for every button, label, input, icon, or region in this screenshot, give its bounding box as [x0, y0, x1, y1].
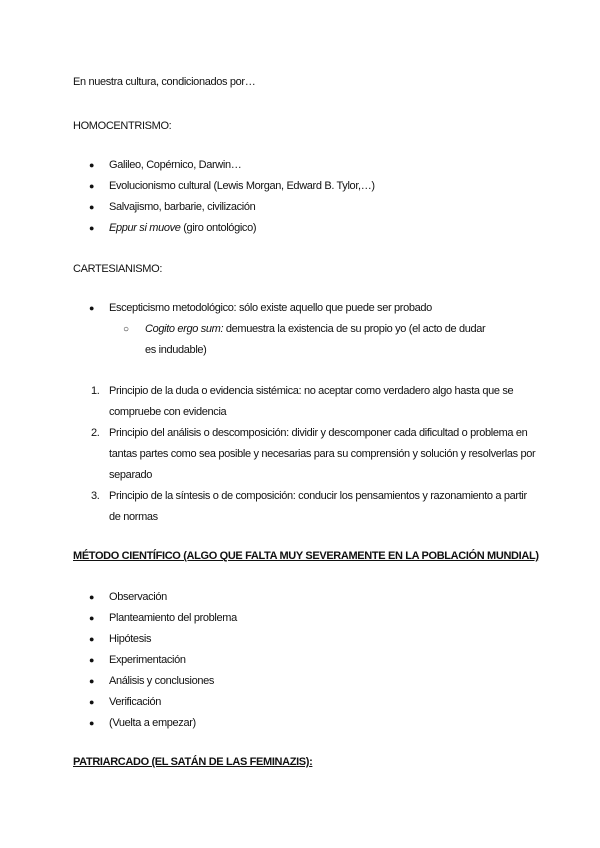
list-item-text: Hipótesis	[109, 633, 152, 645]
bullet-icon: ●	[89, 223, 95, 233]
list-item-text: (giro ontológico)	[180, 222, 257, 234]
patriarcado-heading: PATRIARCADO (EL SATÁN DE LAS FEMINAZIS):	[73, 756, 313, 768]
list-item	[73, 155, 375, 176]
cartesianismo-heading: CARTESIANISMO:	[73, 263, 163, 275]
list-item-text: (Vuelta a empezar)	[109, 717, 196, 729]
item-number: 1.	[91, 385, 100, 397]
list-item	[73, 629, 237, 650]
list-item	[73, 197, 375, 218]
list-item-text: Observación	[109, 591, 167, 603]
bullet-icon: ●	[89, 655, 95, 665]
list-item	[73, 713, 237, 734]
intro-text: En nuestra cultura, condicionados por…	[73, 76, 256, 88]
item-number: 2.	[91, 427, 100, 439]
bullet-icon: ●	[89, 181, 95, 191]
bullet-icon: ●	[89, 676, 95, 686]
cartesianismo-list	[73, 298, 432, 319]
list-item-text: Planteamiento del problema	[109, 612, 237, 624]
list-item	[73, 650, 237, 671]
numbered-item	[73, 486, 539, 528]
list-item-text: Salvajismo, barbarie, civilización	[109, 201, 256, 213]
sub-list-item-text: demuestra la existencia de su propio yo (el acto de dudar es indudable)	[145, 323, 486, 356]
list-item-text: Experimentación	[109, 654, 186, 666]
list-item-text: Análisis y conclusiones	[109, 675, 215, 687]
homocentrismo-heading: HOMOCENTRISMO:	[73, 120, 172, 132]
circle-bullet-icon: ○	[123, 324, 129, 335]
numbered-item	[73, 381, 539, 423]
bullet-icon: ●	[89, 202, 95, 212]
list-item	[73, 671, 237, 692]
numbered-item-text: Principio del análisis o descomposición: dividir y descomponer cada dificultad o problema en tantas partes como sea posible y necesarias para su comprensión y solución y resolverlas por separado	[109, 427, 536, 481]
list-item	[73, 692, 237, 713]
bullet-icon: ●	[89, 697, 95, 707]
list-item-text: Evolucionismo cultural (Lewis Morgan, Edward B. Tylor,…)	[109, 180, 375, 192]
numbered-item-text: Principio de la síntesis o de composición: conducir los pensamientos y razonamiento a partir de normas	[109, 490, 527, 523]
metodo-list	[73, 587, 237, 734]
numbered-item-text: Principio de la duda o evidencia sistémica: no aceptar como verdadero algo hasta que se compruebe con evidencia	[109, 385, 514, 418]
list-item	[73, 608, 237, 629]
bullet-icon: ●	[89, 160, 95, 170]
bullet-icon: ●	[89, 634, 95, 644]
sub-list-item-italic-text: Cogito ergo sum:	[145, 323, 224, 335]
principios-list	[73, 381, 539, 528]
homocentrismo-list	[73, 155, 375, 239]
list-item	[73, 298, 432, 319]
cartesianismo-sublist	[109, 319, 497, 361]
list-item	[73, 587, 237, 608]
numbered-item	[73, 423, 539, 486]
list-item-text: Verificación	[109, 696, 162, 708]
bullet-icon: ●	[89, 718, 95, 728]
list-item	[73, 218, 375, 239]
metodo-heading: MÉTODO CIENTÍFICO (ALGO QUE FALTA MUY SEVERAMENTE EN LA POBLACIÓN MUNDIAL)	[73, 550, 539, 562]
list-item	[73, 176, 375, 197]
list-item-text: Escepticismo metodológico: sólo existe aquello que puede ser probado	[109, 302, 432, 314]
bullet-icon: ●	[89, 303, 95, 313]
bullet-icon: ●	[89, 613, 95, 623]
list-item-text: Galileo, Copérnico, Darwin…	[109, 159, 242, 171]
sub-list-item	[109, 319, 497, 361]
item-number: 3.	[91, 490, 100, 502]
bullet-icon: ●	[89, 592, 95, 602]
list-item-italic-text: Eppur si muove	[109, 222, 181, 234]
